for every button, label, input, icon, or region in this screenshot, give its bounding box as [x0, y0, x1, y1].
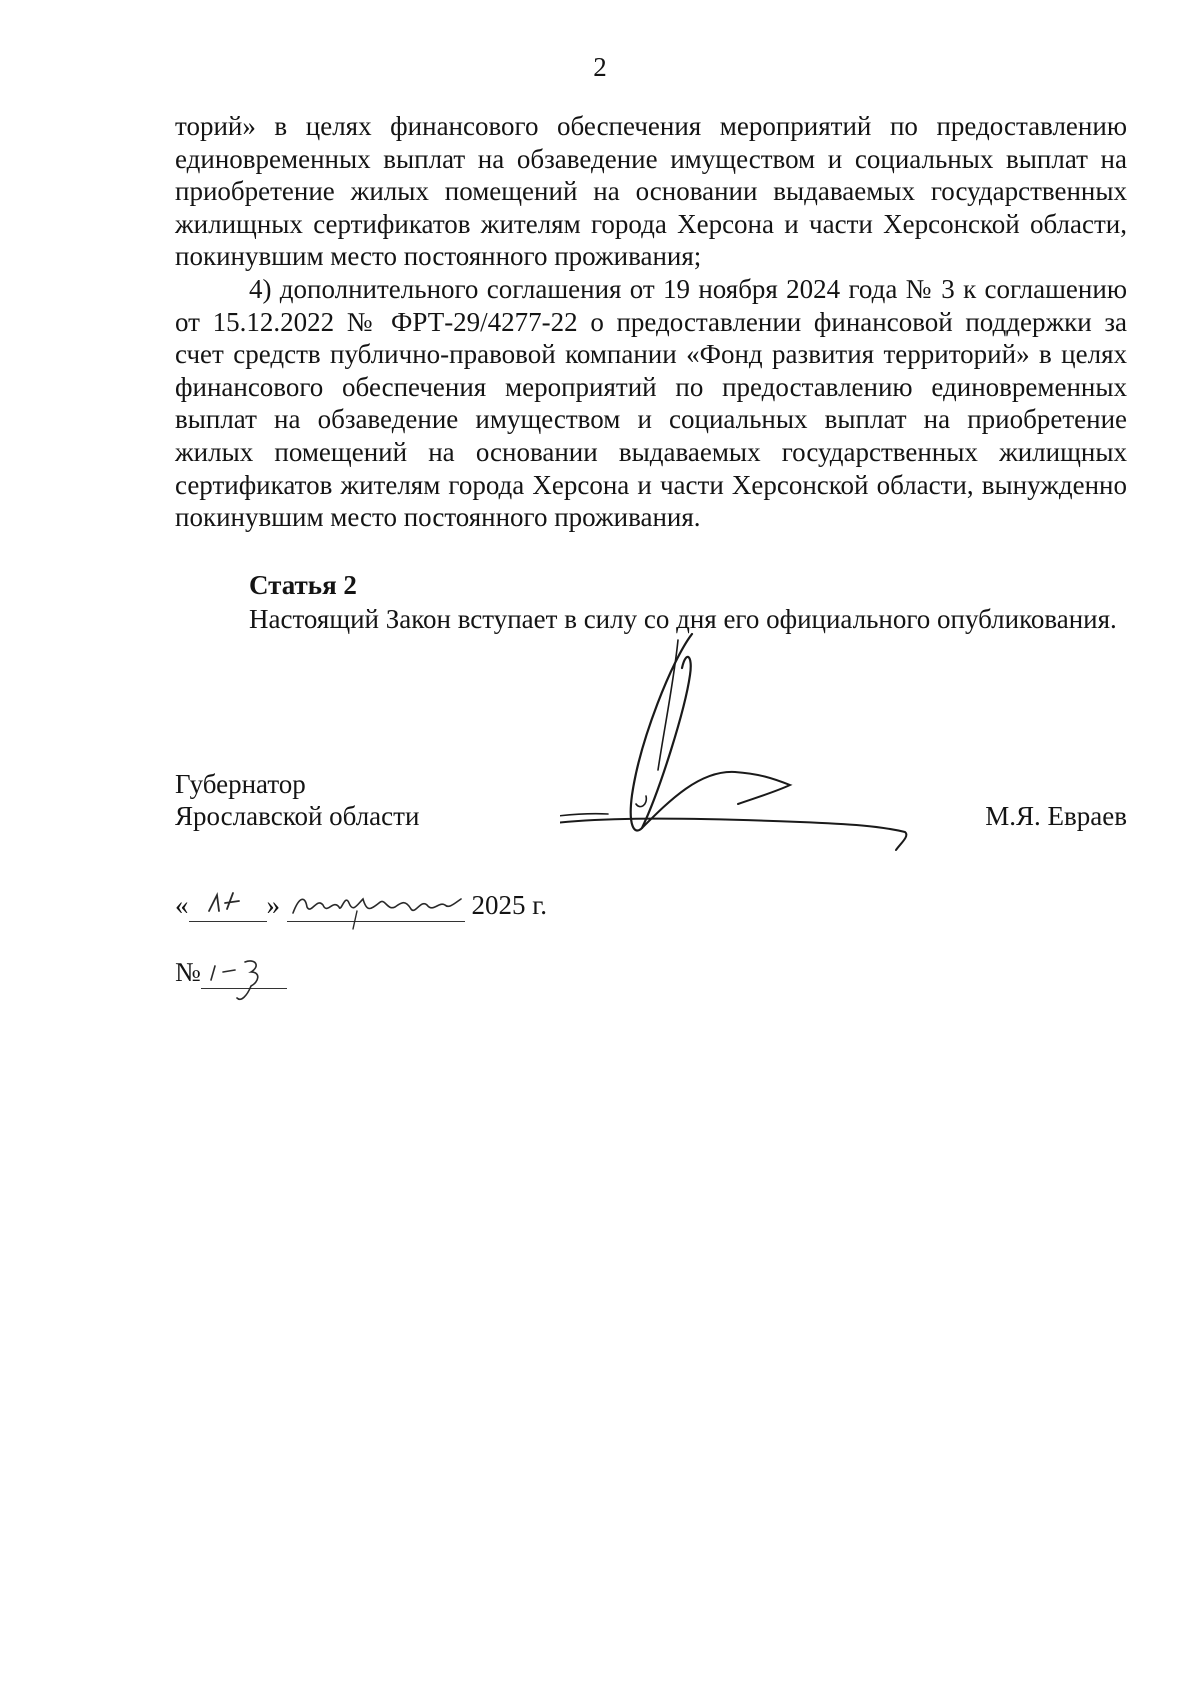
article-heading: Статья 2 — [249, 570, 357, 600]
body-text — [175, 110, 1127, 534]
date-close-quote: » — [266, 890, 280, 920]
signer-title — [175, 768, 419, 832]
signer-title-line-1: Губернатор — [175, 769, 306, 799]
paragraph-item-4: 4) дополнительного соглашения от 19 ноября 2024 года № 3 к соглашению от 15.12.2022 № ФРТ-29/4277-22 о предоставлении финансовой поддержки за счет средств публично-правовой компании «Фонд развития территорий» в целях финансового обеспечения мероприятий по предоставлению единовременных выплат на обзаведение имуществом и социальных выплат на приобретение жилых помещений на основании выдаваемых государственных жилищных сертификатов жителям города Херсона и части Херсонской области, вынужденно покинувшим место постоянного проживания. — [175, 273, 1127, 533]
date-month-handwritten — [287, 891, 465, 922]
signer-name: М.Я. Евраев — [985, 801, 1127, 831]
date-day-handwritten — [189, 891, 267, 922]
law-number-handwritten — [201, 958, 287, 989]
signer-title-line-2: Ярославской области — [175, 801, 420, 831]
law-number — [175, 955, 287, 989]
date-open-quote: « — [175, 890, 189, 920]
paragraph-continuation: торий» в целях финансового обеспечения мероприятий по предоставлению единовременных выплат на обзаведение имуществом и социальных выплат на приобретение жилых помещений на основании выдаваемых государственных жилищных сертификатов жителям города Херсона и части Херсонской области, покинувшим место постоянного проживания; — [175, 111, 1127, 272]
date-year: 2025 г. — [471, 890, 548, 920]
handwritten-signature — [560, 620, 940, 870]
signing-date — [175, 888, 547, 922]
number-label: № — [175, 957, 201, 987]
page-number: 2 — [593, 52, 607, 82]
article-text: Настоящий Закон вступает в силу со дня его официального опубликования. — [249, 604, 1117, 634]
